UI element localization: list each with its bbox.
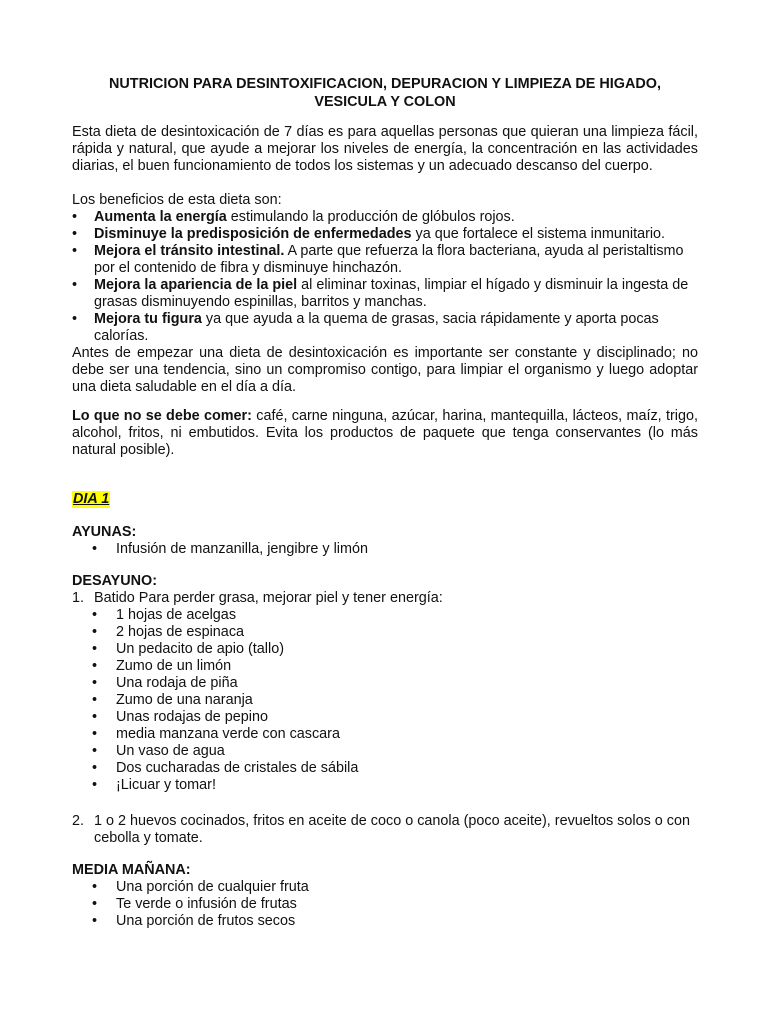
- bullet-icon: •: [72, 311, 78, 327]
- ingredient-item: [72, 692, 698, 709]
- ayunas-item: [72, 541, 698, 558]
- ingredient-item: [72, 743, 698, 760]
- desayuno-heading: DESAYUNO:: [72, 573, 158, 589]
- media-manana-item: [72, 913, 698, 930]
- bullet-icon: •: [92, 692, 98, 708]
- media-manana-list: [72, 879, 698, 930]
- benefit-item-text: al eliminar toxinas, limpiar el hígado y disminuir la ingesta de grasas disminuyendo espinillas, barritos y manchas.: [94, 277, 689, 310]
- ingredient-item: [72, 624, 698, 641]
- bullet-icon: •: [72, 209, 78, 225]
- ingredient-item-text: Una rodaja de piña: [116, 675, 238, 691]
- desayuno-item-2-number: 2.: [72, 813, 85, 829]
- ayunas-item-text: Infusión de manzanilla, jengibre y limón: [116, 541, 368, 557]
- ingredient-item-text: Unas rodajas de pepino: [116, 709, 269, 725]
- ingredient-item-text: ¡Licuar y tomar!: [116, 777, 216, 793]
- bullet-icon: •: [92, 658, 98, 674]
- media-manana-heading: MEDIA MAÑANA:: [72, 862, 191, 878]
- title-line-2: VESICULA Y COLON: [314, 94, 456, 110]
- benefit-item-text: A parte que refuerza la flora bacteriana, ayuda al peristaltismo por el contenido de fibra y disminuye hinchazón.: [94, 243, 684, 276]
- ingredient-item: [72, 709, 698, 726]
- ingredient-item-text: Zumo de una naranja: [116, 692, 253, 708]
- ayunas-heading: AYUNAS:: [72, 524, 137, 540]
- benefits-heading: Los beneficios de esta dieta son:: [72, 192, 282, 208]
- bullet-icon: •: [92, 760, 98, 776]
- media-manana-item: [72, 896, 698, 913]
- media-manana-item-text: Te verde o infusión de frutas: [116, 896, 297, 912]
- ingredient-item: [72, 675, 698, 692]
- bullet-icon: •: [92, 743, 98, 759]
- benefit-item-bold: Mejora tu figura: [94, 311, 202, 327]
- benefit-item: [72, 243, 698, 277]
- document-title: [72, 75, 698, 111]
- benefit-item-bold: Mejora la apariencia de la piel: [94, 277, 298, 293]
- ingredient-item-text: Un vaso de agua: [116, 743, 225, 759]
- benefit-item: [72, 311, 698, 345]
- not-eat-text: café, carne ninguna, azúcar, harina, mantequilla, lácteos, maíz, trigo, alcohol, fritos, ni embutidos. Evita los productos de paquete que tenga conservantes (lo más natural posible).: [72, 408, 698, 458]
- desayuno-item-1: [72, 590, 698, 607]
- desayuno-item-2: [72, 813, 698, 847]
- ingredient-item-text: Dos cucharadas de cristales de sábila: [116, 760, 359, 776]
- benefit-item: [72, 209, 698, 226]
- desayuno-item-1-number: 1.: [72, 590, 85, 606]
- ingredient-item-text: 2 hojas de espinaca: [116, 624, 245, 640]
- bullet-icon: •: [92, 607, 98, 623]
- bullet-icon: •: [92, 641, 98, 657]
- benefit-item-text: estimulando la producción de glóbulos rojos.: [226, 209, 515, 225]
- ingredient-item: [72, 607, 698, 624]
- benefit-item: [72, 277, 698, 311]
- ingredient-item-text: 1 hojas de acelgas: [116, 607, 237, 623]
- bullet-icon: •: [92, 541, 98, 557]
- bullet-icon: •: [92, 726, 98, 742]
- bullet-icon: •: [92, 879, 98, 895]
- bullet-icon: •: [92, 913, 98, 929]
- bullet-icon: •: [72, 226, 78, 242]
- bullet-icon: •: [92, 624, 98, 640]
- ingredient-item: [72, 641, 698, 658]
- bullet-icon: •: [72, 277, 78, 293]
- benefit-item-bold: Aumenta la energía: [94, 209, 227, 225]
- ingredient-item: [72, 760, 698, 777]
- ingredient-item-text: Un pedacito de apio (tallo): [116, 641, 284, 657]
- intro-paragraph: Esta dieta de desintoxicación de 7 días es para aquellas personas que quieran una limpieza fácil, rápida y natural, que ayude a mejorar los niveles de energía, la concentración en las actividades diarias, el buen funcionamiento de todos los sistemas y un adecuado descanso del cuerpo.: [72, 124, 698, 174]
- bullet-icon: •: [92, 777, 98, 793]
- benefit-item: [72, 226, 698, 243]
- media-manana-item-text: Una porción de cualquier fruta: [116, 879, 309, 895]
- bullet-icon: •: [92, 896, 98, 912]
- not-eat-paragraph: [72, 408, 698, 459]
- ingredient-item-text: media manzana verde con cascara: [116, 726, 340, 742]
- ingredient-item: [72, 777, 698, 794]
- benefit-item-text: ya que ayuda a la quema de grasas, sacia rápidamente y aporta pocas calorías.: [94, 311, 659, 344]
- desayuno-item-2-text: 1 o 2 huevos cocinados, fritos en aceite de coco o canola (poco aceite), revueltos solos o con cebolla y tomate.: [94, 813, 690, 846]
- batido-ingredients-list: [72, 607, 698, 794]
- benefit-item-text: ya que fortalece el sistema inmunitario.: [411, 226, 666, 242]
- media-manana-item: [72, 879, 698, 896]
- bullet-icon: •: [72, 243, 78, 259]
- benefit-item-bold: Disminuye la predisposición de enfermedades: [94, 226, 412, 242]
- bullet-icon: •: [92, 709, 98, 725]
- ingredient-item: [72, 658, 698, 675]
- media-manana-item-text: Una porción de frutos secos: [116, 913, 296, 929]
- title-line-1: NUTRICION PARA DESINTOXIFICACION, DEPURACION Y LIMPIEZA DE HIGADO,: [109, 76, 661, 92]
- not-eat-label: Lo que no se debe comer:: [72, 408, 252, 424]
- bullet-icon: •: [92, 675, 98, 691]
- ingredient-item: [72, 726, 698, 743]
- day-1-label: DIA 1: [73, 491, 110, 507]
- benefits-list: [72, 209, 698, 345]
- before-paragraph: Antes de empezar una dieta de desintoxicación es importante ser constante y disciplinado; no debe ser una tendencia, sino un compromiso contigo, para limpiar el organismo y luego adoptar una dieta saludable en el día a día.: [72, 345, 698, 395]
- ingredient-item-text: Zumo de un limón: [116, 658, 232, 674]
- desayuno-item-1-text: Batido Para perder grasa, mejorar piel y tener energía:: [94, 590, 443, 606]
- ayunas-list: [72, 541, 698, 558]
- benefit-item-bold: Mejora el tránsito intestinal.: [94, 243, 285, 259]
